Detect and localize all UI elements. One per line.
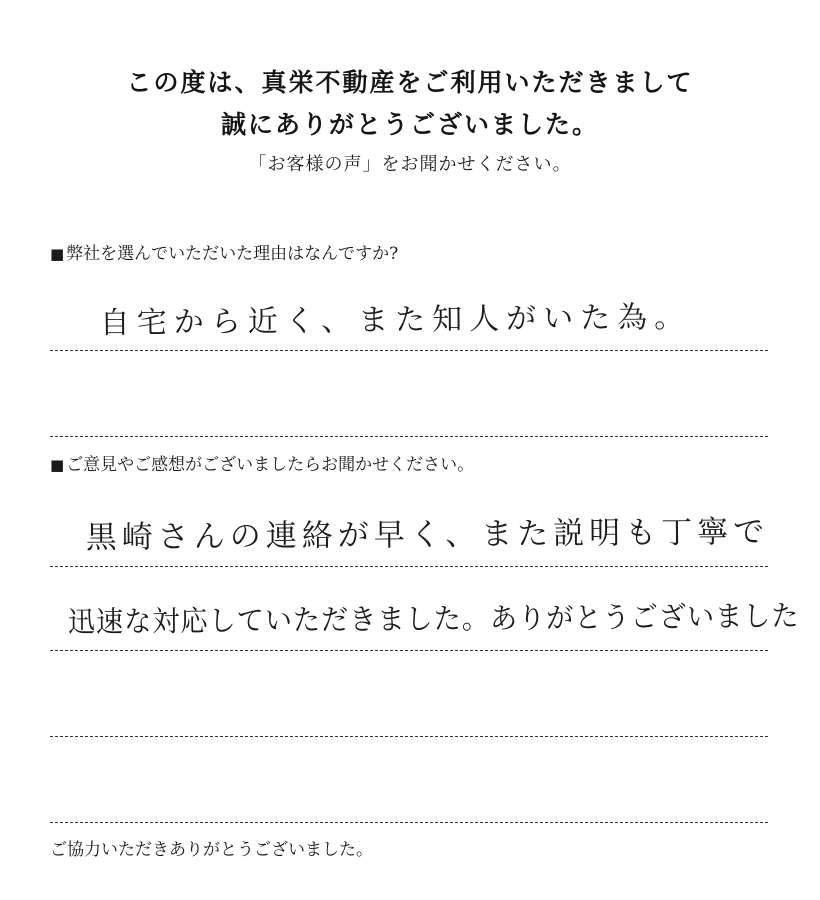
header-request-line: 「お客様の声」をお聞かせください。 xyxy=(248,154,572,175)
square-bullet-icon: ■ xyxy=(50,456,65,474)
answer-line xyxy=(50,566,768,567)
answer-line xyxy=(50,350,768,351)
handwritten-answer-reason: 自宅から近く、また知人がいた為。 xyxy=(99,299,692,342)
question-feedback-label: ご意見やご感想がございましたらお聞かせください。 xyxy=(66,455,475,475)
square-bullet-icon: ■ xyxy=(50,245,65,263)
thank-you-footer: ご協力いただきありがとうございました。 xyxy=(50,840,373,860)
question-reason-label: 弊社を選んでいただいた理由はなんですか? xyxy=(66,244,399,264)
answer-line xyxy=(50,822,768,823)
question-feedback xyxy=(50,453,474,477)
header-greeting-line1: この度は、真栄不動産をご利用いただきまして xyxy=(126,68,694,97)
form-header xyxy=(0,62,820,180)
question-reason xyxy=(50,242,398,266)
answer-line xyxy=(50,436,768,437)
answer-line xyxy=(50,650,768,651)
header-greeting-line2: 誠にありがとうございました。 xyxy=(220,110,599,139)
handwritten-answer-feedback-line2: 迅速な対応していただきました。ありがとうございました xyxy=(67,598,800,640)
answer-line xyxy=(50,736,768,737)
handwritten-answer-feedback-line1: 黒崎さんの連絡が早く、また説明も丁寧で xyxy=(85,514,770,557)
